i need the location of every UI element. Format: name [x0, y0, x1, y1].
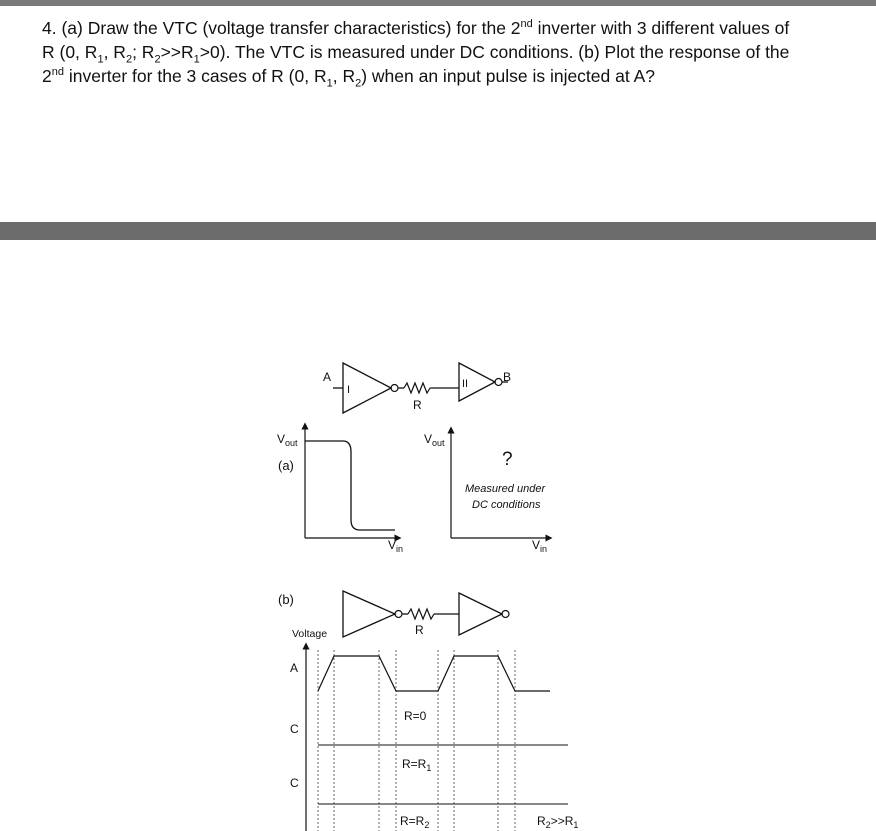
row-c1-label: C [290, 722, 299, 736]
resistor-r-b-label: R [415, 623, 424, 637]
vtc-left-y-label: $V_{out}$ [277, 432, 298, 448]
vtc-left-plot [277, 426, 403, 554]
input-pulse-waveform [318, 656, 550, 691]
vtc-right-plot [424, 430, 549, 554]
section-divider [0, 222, 876, 240]
top-circuit [323, 363, 511, 413]
top-border [0, 0, 876, 6]
vtc-right-x-label: $V_{in}$ [532, 538, 548, 554]
row-c2-label: C [290, 776, 299, 790]
panel-a-label: (a) [278, 458, 294, 473]
inverter-one [343, 363, 391, 413]
panel-b-label: (b) [278, 592, 294, 607]
case-r2-label: $R=R_2$ [400, 814, 430, 830]
measured-note-line1: Measured under [465, 483, 546, 495]
r2-much-greater-note: $R_2>>R_1$ [537, 814, 579, 830]
case-r1-label: $R=R_1$ [402, 757, 432, 773]
node-a-label: A [323, 370, 332, 384]
resistor-r-label: R [413, 398, 422, 412]
circuit-figure [0, 240, 876, 831]
vtc-left-x-label: $V_{in}$ [388, 538, 404, 554]
question-text: 4. (a) Draw the VTC (voltage transfer characteristics) for the 2nd inverter with 3 different values of R (0, $R_1$, $R_2$; $R_2>>R_1>0$). The VTC is measured under DC conditions. (b) Plot the response of the 2nd inverter for the 3 cases of R (0, $R_1$, $R_2$) when an input pulse is injected at A? [42, 18, 790, 90]
question-number: 4. [42, 18, 57, 38]
resistor-r-top [404, 383, 430, 393]
row-a-label: A [290, 661, 299, 675]
inverter-b-one [343, 591, 395, 637]
timing-diagram [290, 628, 578, 831]
vtc-curve [305, 441, 395, 530]
node-b-label: B [503, 370, 512, 384]
inverter-one-label: I [347, 384, 351, 396]
question-mark: ? [502, 449, 513, 470]
vtc-right-y-label: $V_{out}$ [424, 432, 445, 448]
inverter-b-two [459, 593, 502, 635]
inverter-two-label: II [462, 378, 469, 390]
case-r0-label: R=0 [404, 709, 427, 723]
voltage-axis-label: Voltage [292, 628, 328, 640]
resistor-r-b [408, 609, 434, 619]
measured-note-line2: DC conditions [472, 499, 541, 511]
